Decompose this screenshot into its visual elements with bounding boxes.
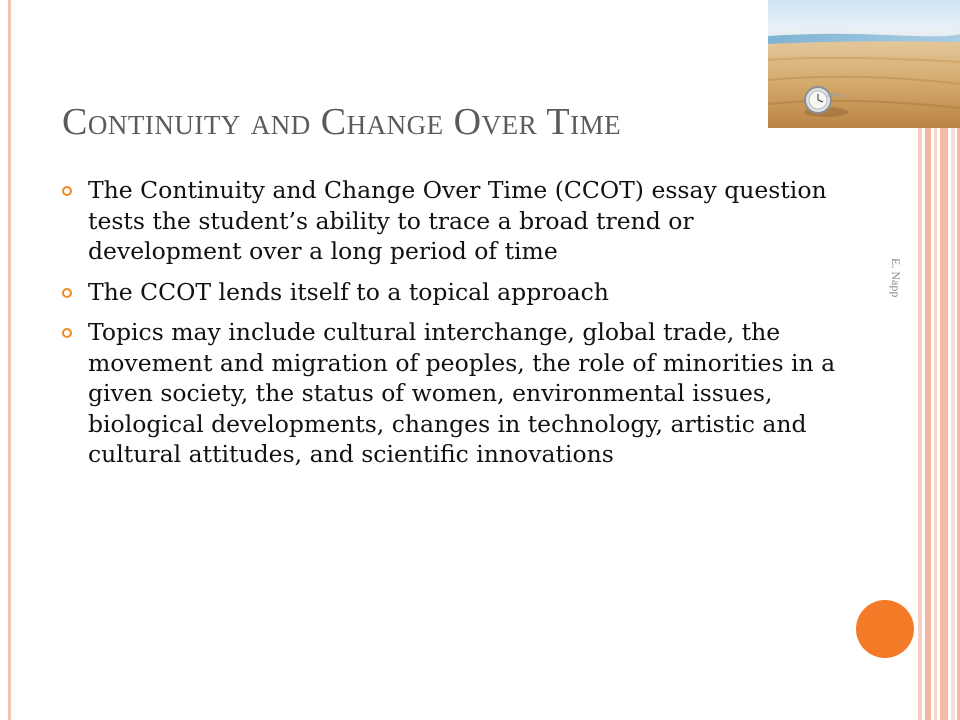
- author-credit: E. Napp: [889, 258, 903, 298]
- list-item: [62, 317, 852, 470]
- left-border-rule: [8, 0, 11, 720]
- decorative-orange-circle: [856, 600, 914, 658]
- slide-title: Continuity and Change Over Time: [62, 101, 622, 143]
- bullet-circle-icon: [62, 288, 72, 298]
- bullet-circle-icon: [62, 186, 72, 196]
- bullet-list: [62, 175, 852, 480]
- bullet-text: The CCOT lends itself to a topical approach: [88, 277, 609, 306]
- beach-pocket-watch-photo: [768, 0, 960, 128]
- bullet-text: Topics may include cultural interchange, global trade, the movement and migration of peoples, the role of minorities in a given society, the status of women, environmental issues, biological developments, changes in technology, artistic and cultural attitudes, and scientific innovations: [88, 318, 836, 468]
- list-item: [62, 277, 852, 308]
- bullet-text: The Continuity and Change Over Time (CCOT) essay question tests the student’s ability to trace a broad trend or development over a long period of time: [88, 176, 827, 265]
- bullet-circle-icon: [62, 328, 72, 338]
- list-item: [62, 175, 852, 267]
